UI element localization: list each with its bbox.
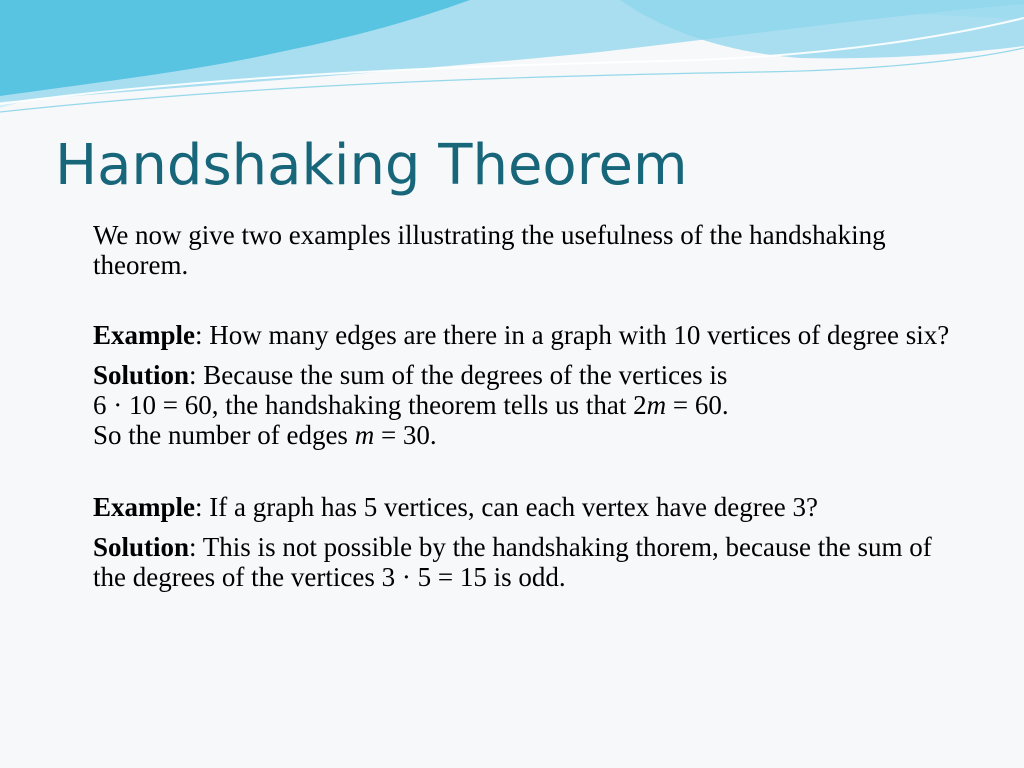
example-1-question-text: : How many edges are there in a graph with 10 vertices of degree six? — [195, 320, 950, 350]
solution-1-variable-m-2: m — [354, 420, 375, 450]
slide-title: Handshaking Theorem — [55, 133, 688, 198]
solution-1-line-3b: = 30. — [374, 420, 437, 450]
wave-accent-band — [620, 0, 1024, 58]
example-1-label: Example — [93, 320, 196, 350]
solution-1-line-1: : Because the sum of the degrees of the vertices is — [189, 360, 728, 390]
example-1-question — [93, 320, 963, 350]
slide-body — [93, 220, 963, 592]
decorative-wave-header — [0, 0, 1024, 130]
intro-paragraph: We now give two examples illustrating the usefulness of the handshaking theorem. — [93, 220, 886, 280]
solution-1-line-2b: = 60. — [666, 390, 729, 420]
solution-1-label: Solution — [93, 360, 190, 390]
example-2-question — [93, 492, 963, 522]
solution-1-variable-m: m — [646, 390, 667, 420]
solution-2-label: Solution — [93, 532, 190, 562]
example-2-label: Example — [93, 492, 196, 522]
solution-1-line-3a: So the number of edges — [93, 420, 355, 450]
example-2-solution — [93, 532, 963, 592]
example-2-question-text: : If a graph has 5 vertices, can each vertex have degree 3? — [195, 492, 818, 522]
example-1-solution — [93, 360, 963, 450]
solution-1-line-2a: 6 · 10 = 60, the handshaking theorem tells us that 2 — [93, 390, 647, 420]
solution-2-text: : This is not possible by the handshaking thorem, because the sum of the degrees of the vertices 3 · 5 = 15 is odd. — [93, 532, 932, 592]
